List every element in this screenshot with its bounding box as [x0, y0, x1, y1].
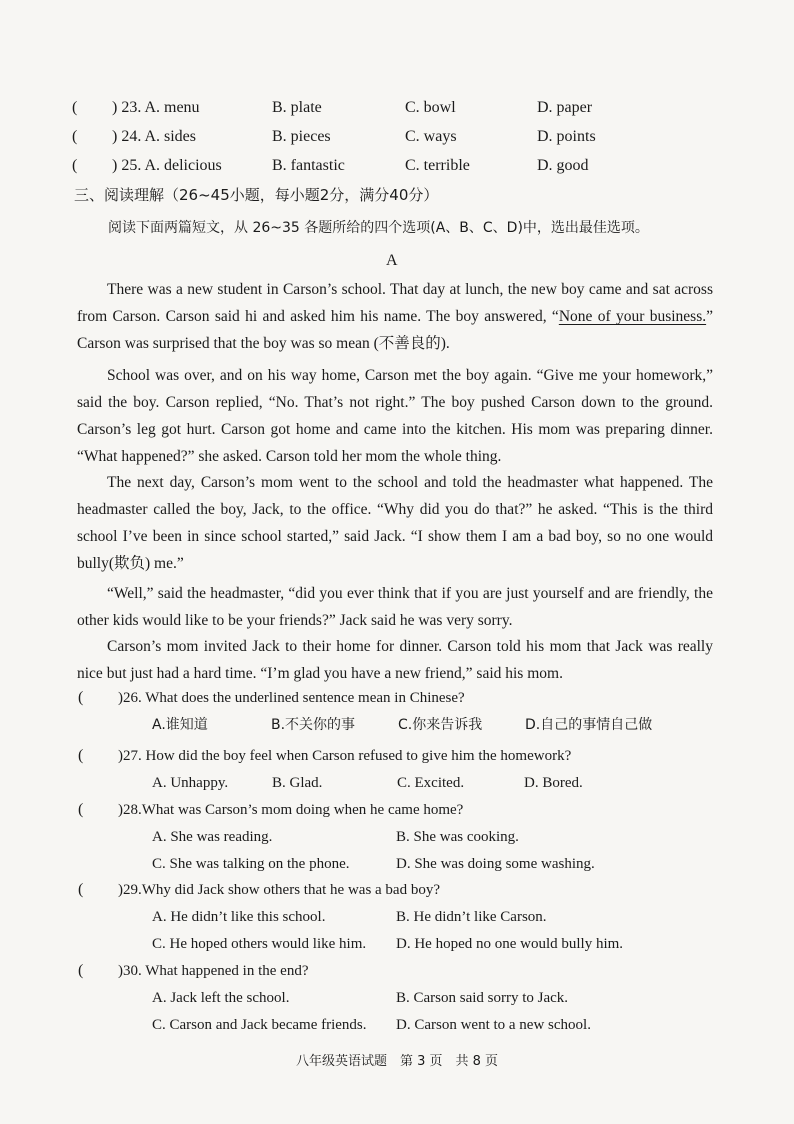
section-heading: 三、阅读理解（26~45小题，每小题2分，满分40分）: [74, 186, 439, 204]
question-30-option-c: C. Carson and Jack became friends.: [152, 1017, 367, 1033]
cloze-option-a: ) 25. A. delicious: [112, 157, 222, 174]
question-29-option-a: A. He didn’t like this school.: [152, 909, 326, 925]
passage-paragraph-3: The next day, Carson’s mom went to the school and told the headmaster what happened. The headmaster called the boy, Jack, to the office. “Why did you do that?” he asked. “This is the third school I’ve been in since school started,” said Jack. “I show them I am a bad boy, so no one would bully(欺负) me.”: [77, 474, 713, 572]
question-28-option-d: D. She was doing some washing.: [396, 856, 595, 872]
question-30-option-d: D. Carson went to a new school.: [396, 1017, 591, 1033]
question-26-option-a: A.谁知道: [152, 717, 208, 733]
passage-paragraph-1: [77, 276, 713, 357]
cloze-option-a: ) 24. A. sides: [112, 128, 196, 145]
answer-bracket: (: [78, 747, 84, 764]
cloze-option-a: ) 23. A. menu: [112, 99, 200, 116]
underlined-sentence: None of your business.: [558, 308, 707, 325]
cloze-option-d: D. points: [537, 128, 596, 145]
question-27-option-d: D. Bored.: [524, 775, 583, 791]
cloze-option-d: D. paper: [537, 99, 593, 116]
question-27-option-b: B. Glad.: [272, 775, 323, 791]
passage-paragraph-2: School was over, and on his way home, Carson met the boy again. “Give me your homework,” said the boy. Carson replied, “No. That’s not right.” The boy pushed Carson down to the ground. Carson’s leg got hurt. Carson got home and came into the kitchen. His mom was preparing dinner. “What happened?” she asked. Carson told her mom the whole thing.: [77, 367, 713, 465]
passage-title: A: [386, 252, 398, 269]
paragraph-text: ” Carson was surprised that the boy was so mean (不善良的).: [77, 308, 713, 352]
question-28-stem: )28.What was Carson’s mom doing when he came home?: [118, 802, 464, 818]
question-26-option-c: C.你来告诉我: [398, 717, 483, 733]
page-footer: 八年级英语试题 第 3 页 共 8 页: [295, 1054, 499, 1069]
question-29-stem: )29.Why did Jack show others that he was a bad boy?: [118, 882, 441, 898]
question-26-option-d: D.自己的事情自己做: [525, 717, 653, 733]
passage-paragraph-5: Carson’s mom invited Jack to their home for dinner. Carson told his mom that Jack was really nice but just had a hard time. “I’m glad you have a new friend,” said his mom.: [77, 638, 713, 682]
answer-bracket: (: [78, 801, 84, 818]
question-29-option-d: D. He hoped no one would bully him.: [396, 936, 624, 952]
cloze-option-c: C. terrible: [405, 157, 470, 174]
answer-bracket: (: [78, 881, 84, 898]
cloze-row-25: [0, 154, 794, 178]
paragraph-text: There was a new student in Carson’s school. That day at lunch, the new boy came and sat across from Carson. Carson said hi and asked him his name. The boy answered, “: [77, 281, 713, 325]
cloze-row-24: [0, 125, 794, 149]
question-29-option-c: C. He hoped others would like him.: [152, 936, 367, 952]
answer-bracket: (: [78, 689, 84, 706]
question-27-option-c: C. Excited.: [397, 775, 465, 791]
question-26-option-b: B.不关你的事: [271, 717, 356, 733]
answer-bracket: (: [72, 128, 78, 145]
cloze-option-b: B. pieces: [272, 128, 331, 145]
cloze-option-b: B. fantastic: [272, 157, 345, 174]
answer-bracket: (: [72, 99, 78, 116]
answer-bracket: (: [78, 962, 84, 979]
question-30-stem: )30. What happened in the end?: [118, 963, 309, 979]
reading-instruction: 阅读下面两篇短文，从 26~35 各题所给的四个选项(A、B、C、D)中，选出最佳选项。: [108, 220, 649, 236]
question-28-option-a: A. She was reading.: [152, 829, 273, 845]
question-29-option-b: B. He didn’t like Carson.: [396, 909, 547, 925]
question-26-stem: )26. What does the underlined sentence mean in Chinese?: [118, 690, 465, 706]
question-28-option-b: B. She was cooking.: [396, 829, 519, 845]
question-27-option-a: A. Unhappy.: [152, 775, 229, 791]
cloze-option-c: C. ways: [405, 128, 457, 145]
cloze-row-23: [0, 96, 794, 120]
question-30-option-a: A. Jack left the school.: [152, 990, 290, 1006]
question-30-option-b: B. Carson said sorry to Jack.: [396, 990, 569, 1006]
question-28-option-c: C. She was talking on the phone.: [152, 856, 350, 872]
passage-paragraph-4: “Well,” said the headmaster, “did you ever think that if you are just yourself and are friendly, the other kids would like to be your friends?” Jack said he was very sorry.: [77, 585, 713, 629]
answer-bracket: (: [72, 157, 78, 174]
cloze-option-d: D. good: [537, 157, 589, 174]
question-27-stem: )27. How did the boy feel when Carson refused to give him the homework?: [118, 748, 572, 764]
cloze-option-c: C. bowl: [405, 99, 456, 116]
cloze-option-b: B. plate: [272, 99, 322, 116]
